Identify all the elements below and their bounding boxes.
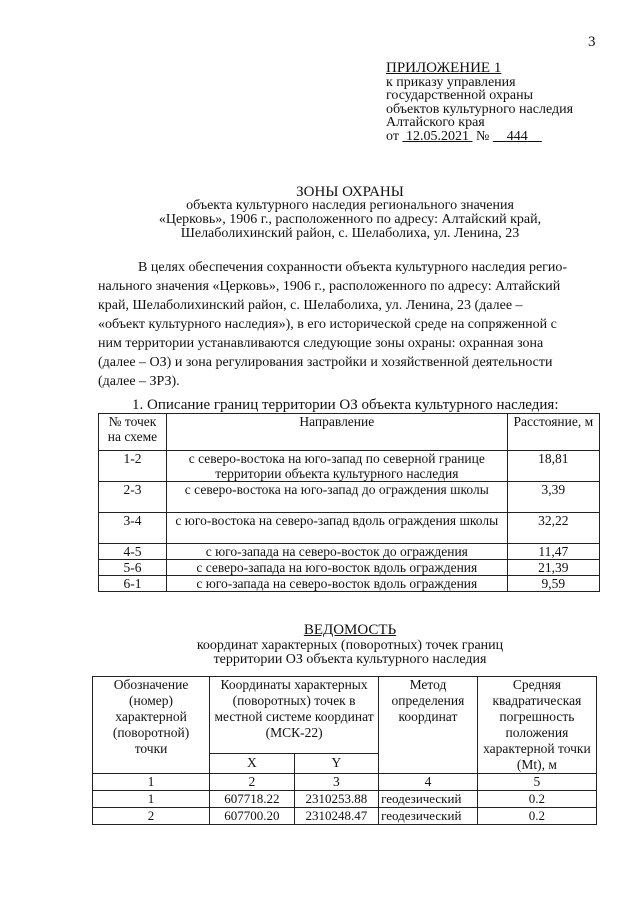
table-row: 2 607700.20 2310248.47 геодезический 0.2 xyxy=(93,808,597,825)
table-row: 1 607718.22 2310253.88 геодезический 0.2 xyxy=(93,791,597,808)
boundary-table xyxy=(98,413,600,592)
table-row: 2-3 с северо-востока на юго-запад до ограждения школы 3,39 xyxy=(99,482,600,513)
page-number: 3 xyxy=(588,34,596,50)
appendix-line: Алтайского края xyxy=(386,115,485,130)
appendix-block xyxy=(386,62,573,143)
appendix-date-line xyxy=(386,130,573,144)
table-row: 1-2 с северо-востока на юго-запад по северной границе территории объекта культурного наследия 18,81 xyxy=(99,451,600,482)
header-coords: Координаты характерных (поворотных) точек в местной системе координат (МСК-22) xyxy=(210,677,379,754)
header-points: № точек на схеме xyxy=(99,414,167,451)
section-caption: 1. Описание границ территории ОЗ объекта культурного наследия: xyxy=(132,397,559,413)
header-method: Метод определения координат xyxy=(379,677,478,774)
table-row: 5-6 с северо-запада на юго-восток вдоль ограждения 21,39 xyxy=(99,560,600,576)
table-row: 3-4 с юго-востока на северо-запад вдоль ограждения школы 32,22 xyxy=(99,513,600,544)
order-number: 444 xyxy=(506,128,528,144)
number-label: № xyxy=(475,128,490,144)
header-designation: Обозначение (номер) характерной (поворотной) точки xyxy=(93,677,210,774)
from-label: от xyxy=(386,128,399,144)
header-direction: Направление xyxy=(166,414,507,451)
header-y: Y xyxy=(294,753,379,773)
table-header-row xyxy=(93,677,597,754)
page-title: ЗОНЫ ОХРАНЫ xyxy=(296,184,404,200)
object-description: объекта культурного наследия регионального значения «Церковь», 1906 г., расположенного по адресу: Алтайский край, Шелаболихинский район, с. Шелаболиха, ул. Ленина, 23 xyxy=(158,198,542,241)
table-numbering-row: 1 2 3 4 5 xyxy=(93,774,597,791)
appendix-line: государственной охраны xyxy=(386,88,534,103)
coordinates-table xyxy=(92,676,597,825)
header-x: X xyxy=(210,753,295,773)
header-distance: Расстояние, м xyxy=(507,414,599,451)
appendix-title: ПРИЛОЖЕНИЕ 1 xyxy=(386,60,502,76)
order-date: 12.05.2021 xyxy=(405,128,469,144)
table-header-row xyxy=(99,414,600,451)
header-error: Средняя квадратическая погрешность положения характерной точки (Mt), м xyxy=(477,677,596,774)
table-row: 6-1 с юго-запада на северо-восток вдоль ограждения 9,59 xyxy=(99,576,600,592)
appendix-line: к приказу управления xyxy=(386,74,516,90)
intro-paragraph: В целях обеспечения сохранности объекта культурного наследия регио- нального значения «Церковь», 1906 г., расположенного по адресу: Алтайский край, Шелаболихинский район, с. Шелаболиха, ул. Ленина, 23 (далее – «объект культурного наследия»), в его исторической среде на сопряженной с ним территории устанавливаются следующие зоны охраны: охранная зона (далее – ОЗ) и зона регулирования застройки и хозяйственной деятельности (далее – ЗРЗ). xyxy=(98,260,568,389)
appendix-line: объектов культурного наследия xyxy=(386,101,574,117)
vedomost-title: ВЕДОМОСТЬ xyxy=(303,622,397,638)
vedomost-subtitle: координат характерных (поворотных) точек границ территории ОЗ объекта культурного наследия xyxy=(196,638,504,667)
table-row: 4-5 с юго-запада на северо-восток до ограждения 11,47 xyxy=(99,544,600,560)
